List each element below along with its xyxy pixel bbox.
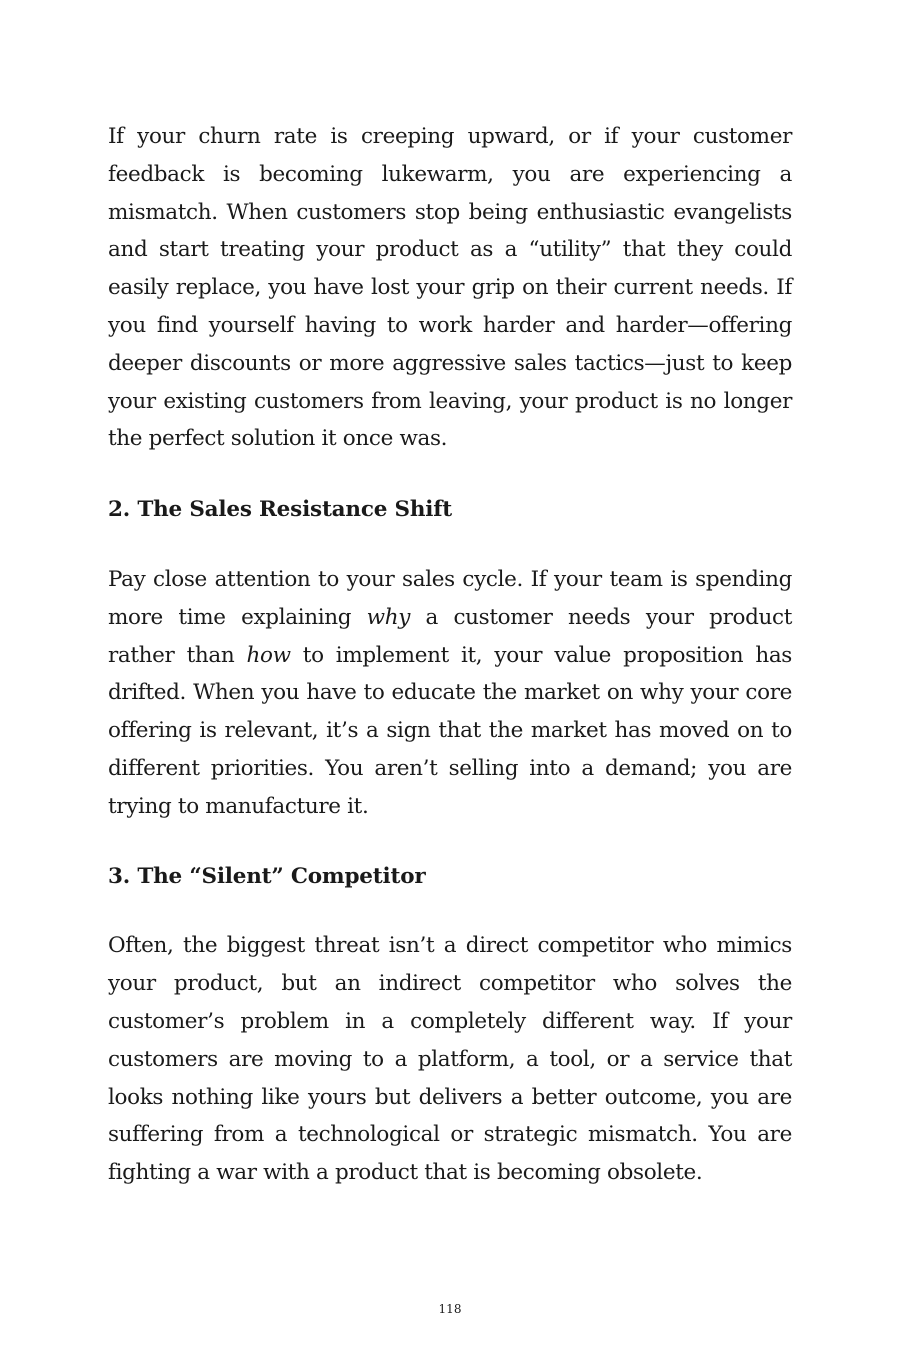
paragraph-sales-cycle xyxy=(108,561,792,826)
heading-silent-competitor: 3. The “Silent” Competitor xyxy=(108,863,426,889)
emphasis-how: how xyxy=(246,642,291,668)
emphasis-why: why xyxy=(366,604,410,630)
paragraph-churn-mismatch: If your churn rate is creeping upward, or if your customer feedback is becoming lukewarm, you are experiencing a mismatch. When customers stop being enthusiastic evangelists and start treating your product as a “utility” that they could easily replace, you have lost your grip on their current needs. If you find yourself having to work harder and harder—offering deeper discounts or more aggressive sales tactics—just to keep your existing customers from leaving, your product is no longer the perfect solution it once was. xyxy=(108,124,792,452)
paragraph-sales-cycle-text-3: to implement it, your value proposition has drifted. When you have to educate the market on why your core offering is relevant, it’s a sign that the market has moved on to different priorities. You aren’t selling into a demand; you are trying to manufacture it. xyxy=(108,642,792,819)
paragraph-indirect-competitor: Often, the biggest threat isn’t a direct competitor who mimics your product, but an indirect competitor who solves the customer’s problem in a completely different way. If your customers are moving to a platform, a tool, or a service that looks nothing like yours but delivers a better outcome, you are suffering from a technological or strategic mismatch. You are fighting a war with a product that is becoming obsolete. xyxy=(108,933,792,1186)
page-body xyxy=(108,118,792,1192)
paragraph-sales-cycle-text-1: Pay close attention to your sales cycle. If your team is spending more time explaining xyxy=(108,566,792,630)
paragraph-sales-cycle-text-2: a customer needs your product rather than xyxy=(108,604,792,668)
heading-sales-resistance-shift: 2. The Sales Resistance Shift xyxy=(108,497,452,523)
page-number: 118 xyxy=(438,1302,462,1316)
